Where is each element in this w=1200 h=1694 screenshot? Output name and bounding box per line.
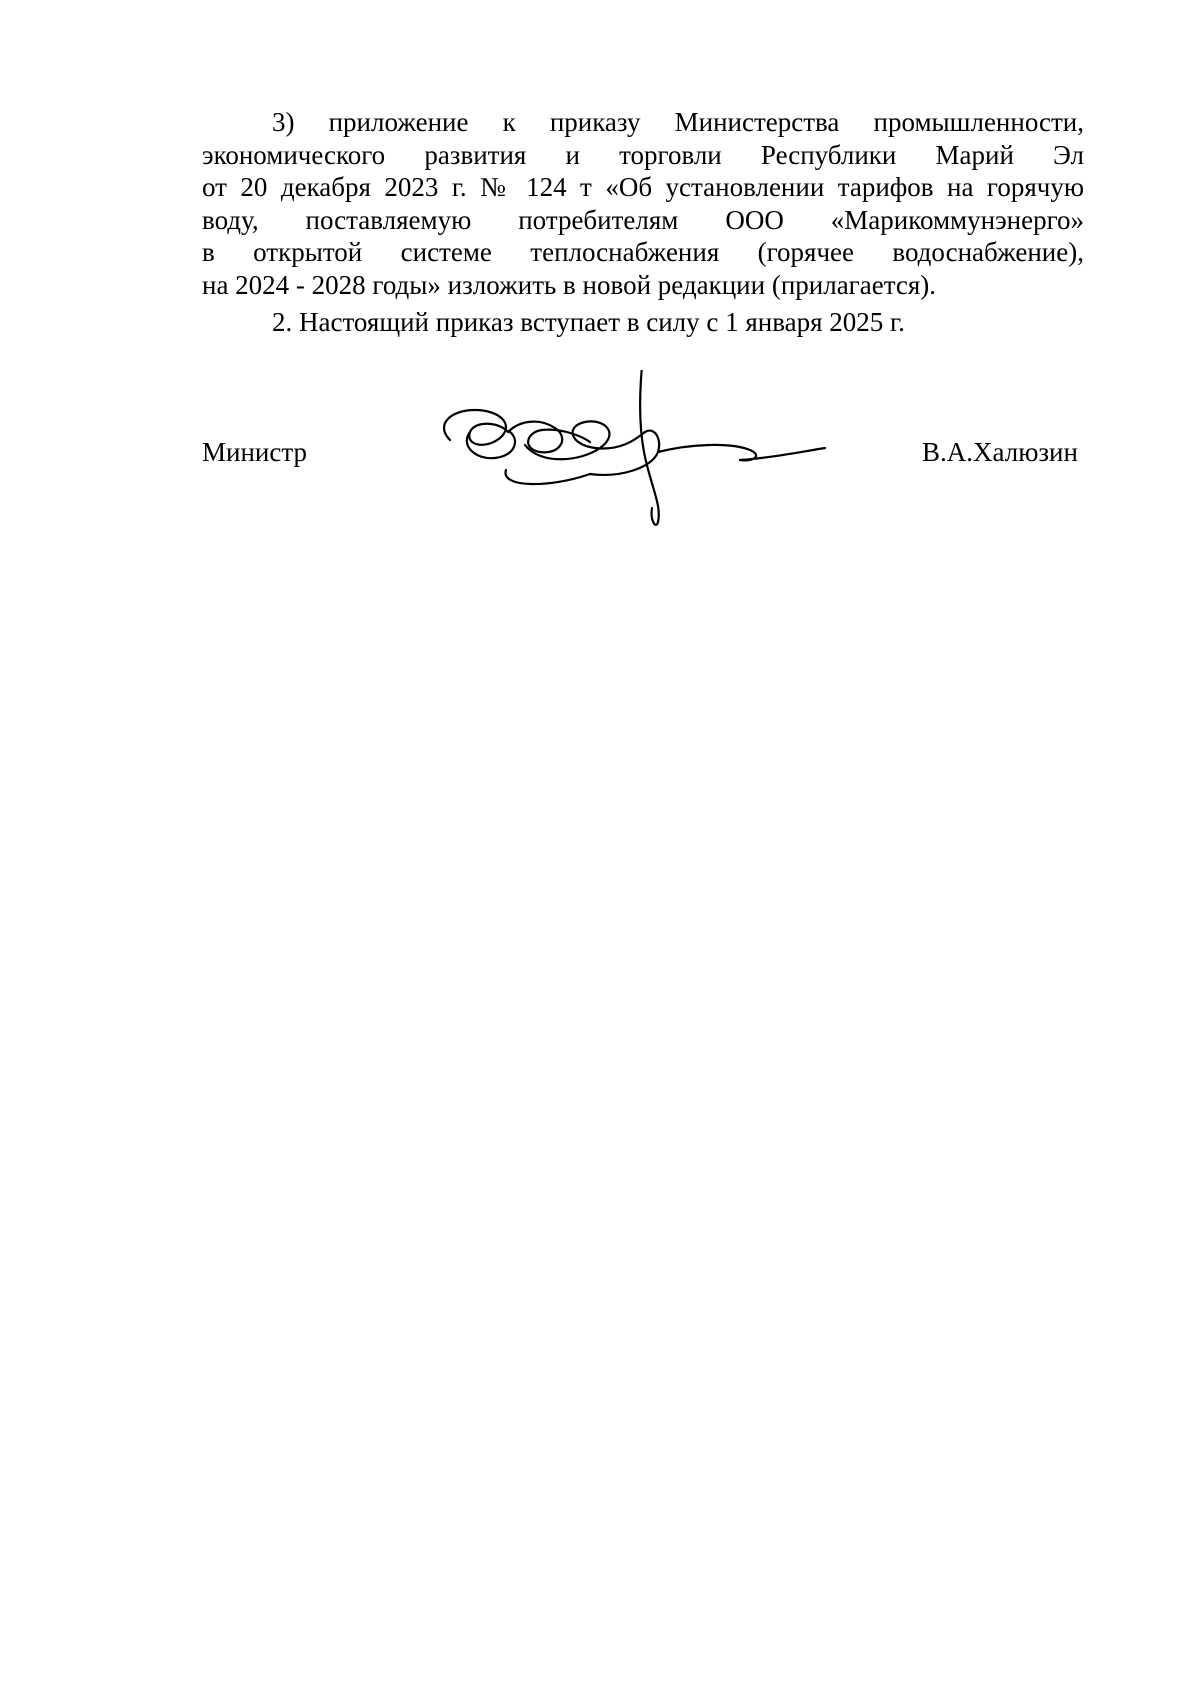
item-3-line: на 2024 - 2028 годы» изложить в новой редакции (прилагается). bbox=[202, 269, 936, 300]
handwritten-signature-icon bbox=[430, 370, 850, 530]
item-3-line: воду, поставляемую потребителям ООО «Марикоммунэнерго» bbox=[202, 204, 1084, 235]
signer-name: В.А.Халюзин bbox=[922, 437, 1078, 467]
item-3-line: экономического развития и торговли Республики Марий Эл bbox=[202, 139, 1084, 170]
item-3-line: в открытой системе теплоснабжения (горячее водоснабжение), bbox=[202, 237, 1084, 267]
signer-position: Министр bbox=[202, 437, 307, 467]
item-3-line: 3) приложение к приказу Министерства промышленности, bbox=[272, 107, 1084, 137]
item-2-paragraph: 2. Настоящий приказ вступает в силу с 1 января 2025 г. bbox=[272, 307, 905, 337]
signature-block bbox=[0, 0, 1200, 600]
item-3-line: от 20 декабря 2023 г. № 124 т «Об установлении тарифов на горячую bbox=[202, 172, 1084, 202]
